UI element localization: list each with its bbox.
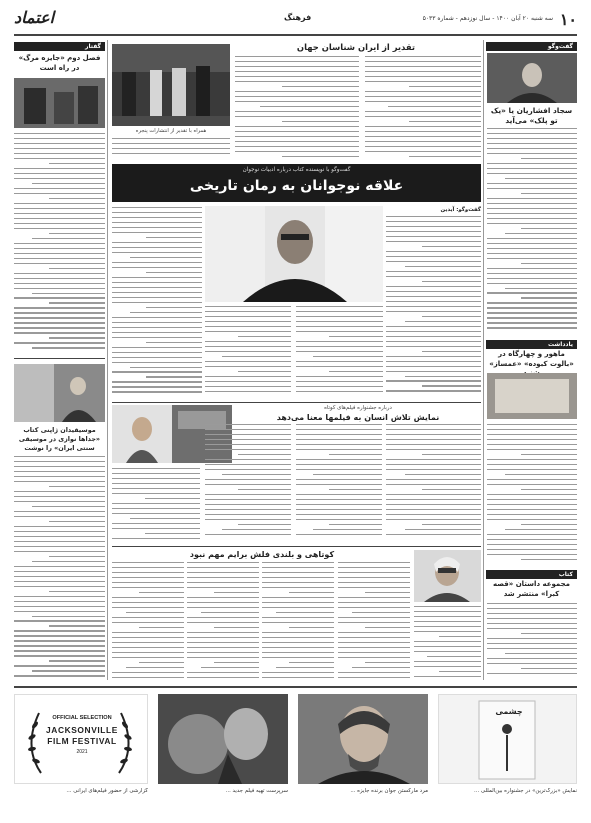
top-center-caption: همراه با تقدیر از انتشارات پنجره (135, 128, 207, 134)
right-bottom-label: کتاب (486, 570, 577, 579)
feature-body-col-2 (112, 207, 202, 398)
bottom-story-title: کوتاهی و بلندی فلش برایم مهم نبود (189, 550, 335, 559)
left-top-photo (14, 78, 105, 128)
left-divider (14, 358, 105, 359)
section-name: فرهنگ (284, 13, 312, 22)
feature-kicker: گفت‌وگو با نویسنده کتاب درباره ادبیات نوجوان (242, 167, 351, 173)
right-middle-title: ماهور و چهارگاه در «بالوت کبوده» «عمساز» (489, 350, 574, 368)
right-top-body (487, 128, 577, 334)
book-title: چشمی (495, 707, 523, 716)
festival-line-1: OFFICIAL SELECTION (52, 715, 112, 721)
right-top-title: سجاد افشاریان یا «یک تو پلک» می‌آید (490, 106, 573, 125)
strip-rule (14, 686, 577, 688)
bottom-story-rule (112, 546, 481, 547)
festival-year: 2021 (76, 749, 88, 755)
masthead-rule (14, 34, 577, 36)
issue-line: سه شنبه ۲۰ آبان ۱۴۰۰ - سال نوزدهم - شماره ۵۰۳۳ (422, 15, 553, 22)
masthead (14, 10, 577, 30)
top-center-title: تقدیر از ایران شناسان جهان (296, 42, 416, 52)
bottom-story-body-1 (414, 606, 481, 680)
center-middle-kicker: درباره جشنواره فیلم‌های کوتاه (324, 405, 392, 411)
feature-photo (205, 206, 383, 302)
right-bottom-title: مجموعه داستان «قصه کبرا» منتشر شد (493, 580, 570, 598)
center-middle-rule (112, 402, 481, 403)
left-top-body (14, 133, 105, 353)
logo: اعتماد (14, 8, 55, 27)
right-middle-label: یادداشت (486, 340, 577, 349)
left-middle-title: موسیقیدان ژاپنی کتاب «جداها نوازی در موسیقی سنتی ایران» را نوشت (18, 426, 101, 452)
right-middle-body (487, 424, 577, 566)
bottom-story-photo (414, 550, 481, 602)
top-center-body-left (235, 56, 359, 160)
bottom-story-body-5 (112, 562, 184, 680)
feature-body-col-4 (205, 306, 291, 398)
strip-photo-2 (158, 694, 288, 784)
right-top-photo (487, 53, 577, 103)
strip-photo-3 (298, 694, 428, 784)
feature-byline: گفت‌وگو: آیدین (440, 207, 481, 213)
right-bottom-body (487, 603, 577, 679)
strip-caption-1: نمایش «بزرگ‌ترین» در جشنواره بین‌المللی ... (474, 788, 577, 794)
bottom-story-body-3 (262, 562, 334, 680)
strip-caption-2: مرد مارکستن جوان برنده جایزه ... (350, 788, 428, 794)
top-center-body-under-photo (112, 138, 230, 160)
center-middle-body-4 (112, 468, 200, 542)
center-middle-body-1 (386, 424, 481, 542)
center-middle-body-2 (296, 424, 382, 542)
column-rule-right (483, 40, 484, 680)
feature-body-col-3 (296, 306, 383, 398)
page-number: ۱۰ (559, 10, 577, 29)
strip-caption-3: سرپرست تهیه فیلم جدید ... (225, 788, 288, 794)
strip-festival-panel (14, 694, 148, 784)
strip-book-panel (438, 694, 577, 784)
right-middle-photo (487, 373, 577, 419)
right-top-label: گفت‌وگو (486, 42, 577, 51)
left-top-title: فصل دوم «جایزه مرگ» در راه است (18, 54, 101, 72)
left-middle-body (14, 456, 105, 680)
festival-line-2: JACKSONVILLE (46, 725, 118, 735)
bottom-story-body-4 (187, 562, 259, 680)
center-middle-body-3 (205, 424, 291, 542)
left-middle-photo (14, 364, 105, 422)
festival-line-3: FILM FESTIVAL (47, 736, 117, 746)
left-top-label: گفتار (14, 42, 105, 51)
top-center-photo (112, 44, 230, 126)
top-center-body-right (365, 56, 481, 160)
column-rule-left (107, 40, 108, 680)
strip-caption-4: گزارشی از حضور فیلم‌های ایرانی ... (66, 788, 148, 794)
feature-body-col-1 (386, 216, 481, 398)
center-middle-title: نمایش تلاش انسان به فیلمها معنا می‌دهد (276, 413, 440, 422)
bottom-story-body-2 (338, 562, 410, 680)
feature-title: علاقه نوجوانان به رمان تاریخی (189, 178, 404, 194)
